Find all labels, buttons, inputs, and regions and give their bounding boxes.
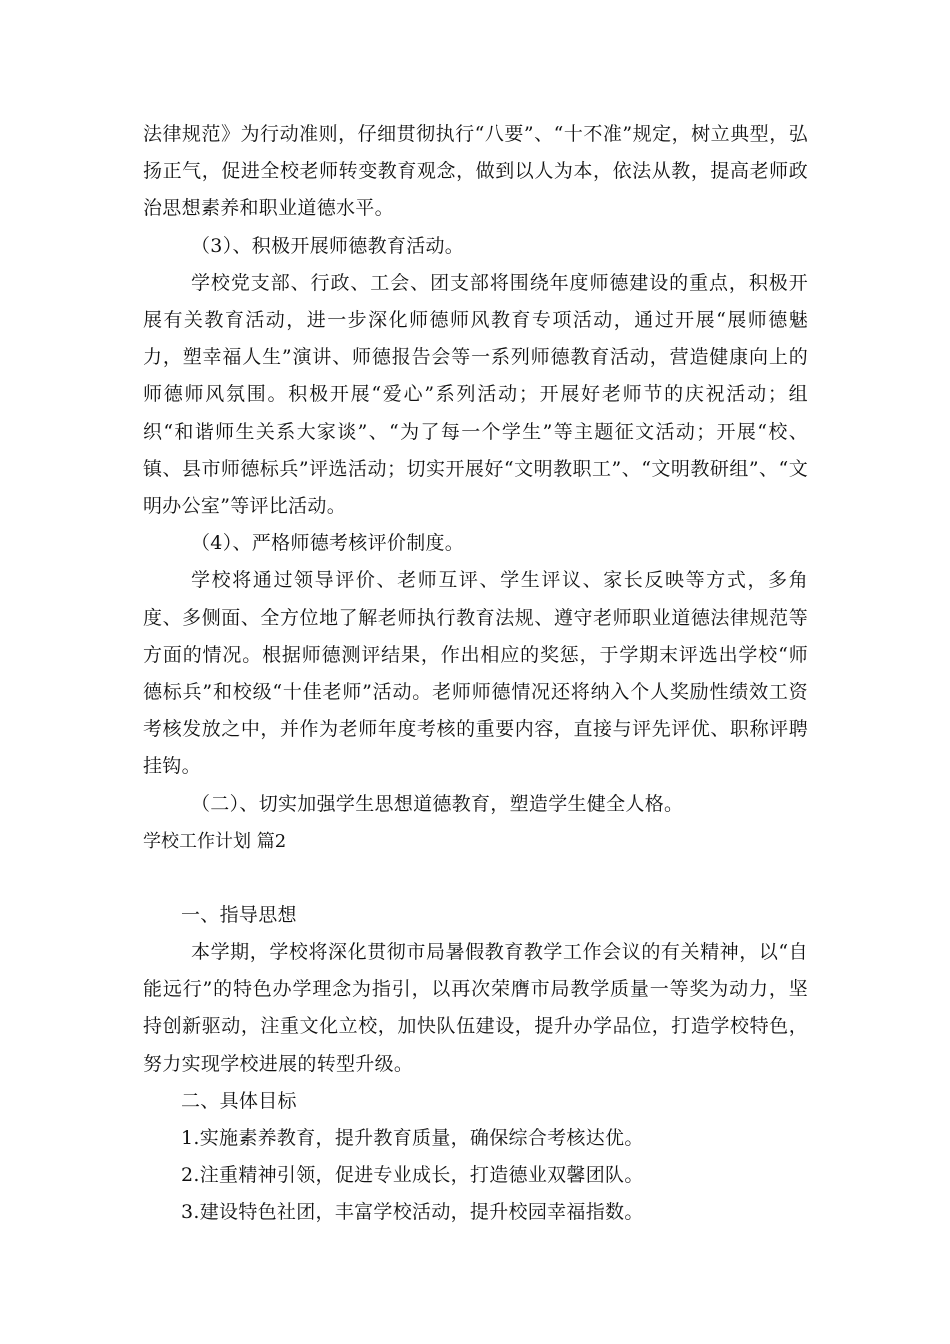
blank-line [143, 860, 808, 897]
paragraph-ethics-assessment: 学校将通过领导评价、老师互评、学生评议、家长反映等方式，多角度、多侧面、全方位地了解老师执行教育法规、遵守老师职业道德法律规范等方面的情况。根据师德测评结果，作出相应的奖惩，于学期末评选出学校“师德标兵”和校级“十佳老师”活动。老师师德情况还将纳入个人奖励性绩效工资考核发放之中，并作为老师年度考核的重要内容，直接与评先评优、职称评聘挂钩。 [143, 569, 808, 778]
section-title: 学校工作计划 篇2 [143, 830, 287, 852]
goal-item-3: 3.建设特色社团，丰富学校活动，提升校园幸福指数。 [181, 1201, 644, 1224]
paragraph-ethics-activities: 学校党支部、行政、工会、团支部将围绕年度师德建设的重点，积极开展有关教育活动，进一步深化师德师风教育专项活动，通过开展“展师德魅力，塑幸福人生”演讲、师德报告会等一系列师德教育活动，营造健康向上的师德师风氛围。积极开展“爱心”系列活动；开展好老师节的庆祝活动；组织“和谐师生关系大家谈”、“为了每一个学生”等主题征文活动；开展“校、镇、县市师德标兵”评选活动；切实开展好“文明教职工”、“文明教研组”、“文明办公室”等评比活动。 [143, 271, 808, 518]
heading-specific-goals: 二、具体目标 [181, 1089, 297, 1112]
paragraph-guiding-thought: 本学期，学校将深化贯彻市局暑假教育教学工作会议的有关精神，以“自能远行”的特色办学理念为指引，以再次荣膺市局教学质量一等奖为动力，坚持创新驱动，注重文化立校，加快队伍建设，提升办学品位，打造学校特色，努力实现学校进展的转型升级。 [143, 941, 808, 1075]
heading-guiding-thought: 一、指导思想 [181, 903, 297, 926]
heading-ethics-activities: （3）、积极开展师德教育活动。 [191, 234, 465, 257]
goal-item-1: 1.实施素养教育，提升教育质量，确保综合考核达优。 [181, 1127, 644, 1150]
document-page [143, 116, 808, 1232]
goal-item-2: 2.注重精神引领，促进专业成长，打造德业双馨团队。 [181, 1164, 644, 1187]
paragraph-teacher-norms: 法律规范》为行动准则，仔细贯彻执行“八要”、“十不准”规定，树立典型，弘扬正气，促进全校老师转变教育观念，做到以人为本，依法从教，提高老师政治思想素养和职业道德水平。 [143, 123, 808, 220]
heading-student-moral-education: （二）、切实加强学生思想道德教育，塑造学生健全人格。 [191, 792, 684, 815]
heading-ethics-assessment: （4）、严格师德考核评价制度。 [191, 532, 465, 555]
